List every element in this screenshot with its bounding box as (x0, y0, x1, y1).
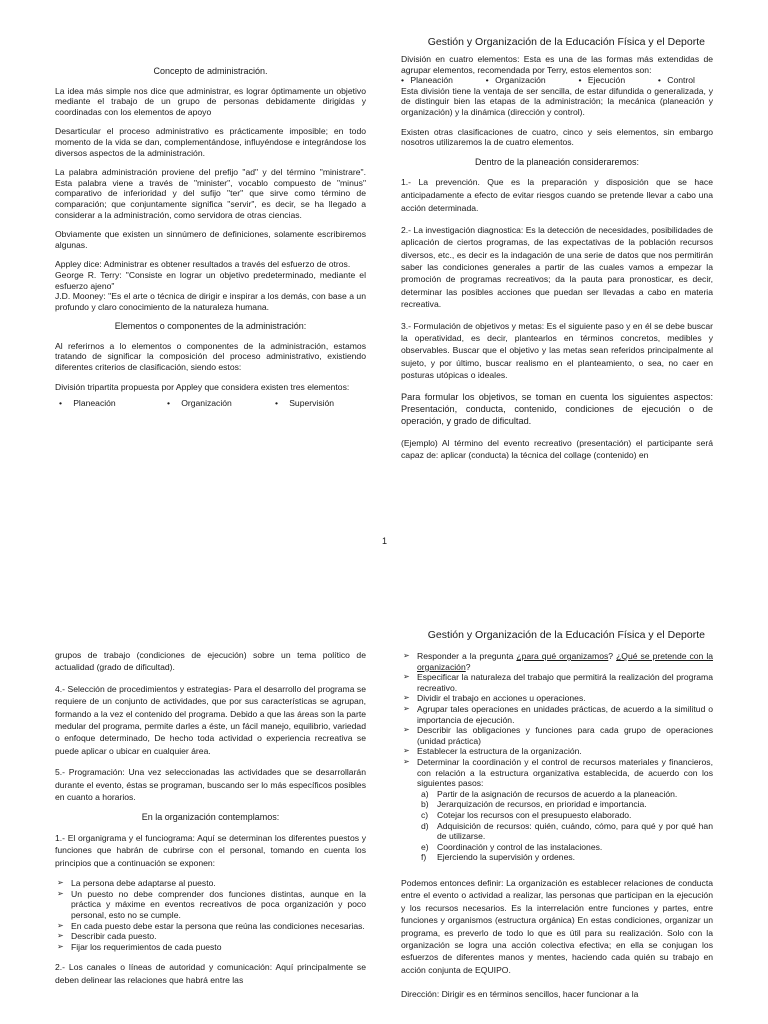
paragraph: La palabra administración proviene del prefijo "ad" y del término "ministrare". Esta palabra viene a través de "minister", vocablo compuesto de "minus" comparativo de inferioridad y del sufijo "ter" que sirve como término de comparación; que conjuntamente significa "servir", es decir, se ha llegado a considerar a la administración, como servidora de otras ciencias. (55, 167, 366, 220)
bullet-item: • Organización (485, 75, 546, 86)
section-subtitle: Elementos o componentes de la administración: (114, 321, 307, 332)
list-item: ➢ Fijar los requerimientos de cada puesto (55, 942, 366, 953)
paragraph: grupos de trabajo (condiciones de ejecución) sobre un tema político de actualidad (grado de dificultad). (55, 650, 366, 673)
section-subtitle: Dentro de la planeación consideraremos: (474, 156, 640, 167)
list-item: ➢ La persona debe adaptarse al puesto. (55, 878, 366, 889)
paragraph: Desarticular el proceso administrativo es prácticamente imposible; en todo momento de la vida se dan, complementándose, influyéndose e integrándose los diversos aspectos de la administración. (55, 126, 366, 158)
paragraph: Esta división tiene la ventaja de ser sencilla, de estar difundida o generalizada, y de distinguir bien las etapas de la administración; la mecánica (planeación y organización) y la dinámica (dirección y control). (401, 85, 713, 117)
list-item: ➢ Responder a la pregunta ¿para qué organizamos? ¿Qué se pretende con la organización? (401, 651, 713, 672)
list-item: ➢ Describir las obligaciones y funciones para cada grupo de operaciones (unidad práctica) (401, 725, 713, 746)
paragraph: 2.- La investigación diagnostica: Es la detección de necesidades, posibilidades de aplicación de ciertos programas, de las expectativas de la población recursos diversos, etc., es decir es la indagación de una serie de datos que nos permitirán saber las condiciones generales a partir de las cuales vamos a empezar la promoción de programas recreativos; da la pauta para pronosticar, es decir, determinar las posibles acciones que puedan ser llevadas a cabo en materia recreativa. (401, 224, 713, 310)
page1-right-column (401, 54, 713, 462)
step-item: a) Partir de la asignación de recursos de acuerdo a la planeación. (421, 788, 678, 799)
paragraph: División tripartita propuesta por Appley que considera existen tres elementos: (55, 381, 350, 392)
step-item: b) Jerarquización de recursos, en prioridad e importancia. (421, 799, 647, 810)
paragraph: 1.- La prevención. Que es la preparación y disposición que se hace anticipadamente a efecto de evitar riesgos cuando se pretende llevar a cabo una acción determinada. (401, 177, 713, 213)
list-item: ➢ Determinar la coordinación y el control de recursos materiales y financieros, con relación a la estructura organizativa establecida, de acuerdo con los siguientes pasos: (401, 757, 713, 789)
paragraph: J.D. Mooney: "Es el arte o técnica de dirigir e inspirar a los demás, con base a un profundo y claro conocimiento de la naturaleza humana. (55, 291, 366, 312)
step-item: c) Cotejar los recursos con el presupuesto elaborado. (421, 809, 632, 820)
bullet-list (55, 878, 366, 952)
bullet-item: • Control (657, 75, 695, 86)
bullet-item: • Ejecución (578, 75, 626, 86)
bullet-item: • Supervisión (275, 398, 335, 409)
paragraph: Para formular los objetivos, se toman en cuenta los siguientes aspectos: Presentación, conducta, contenido, condiciones de ejecución o de operación, y grado de dificultad. (401, 391, 713, 427)
paragraph: Podemos entonces definir: La organización es establecer relaciones de conducta entre el evento o actividad a realizar, las personas que participan en la ejecución y los recursos necesarios. Es la interrelación entre funciones y partes, entre funciones y organismos (estructura orgánica) En estas condiciones, organizar un programa, es preverlo de todo lo que es útil para su realización. Solo con la organización se logra una acción colectiva efectiva; en ella se conjugan los esfuerzos de diferentes manos y mentes, haciendo cada quién su trabajo en acción conjunta de EQUIPO. (401, 877, 713, 975)
paragraph: La idea más simple nos dice que administrar, es lograr óptimamente un objetivo mediante el trabajo de un grupo de personas debidamente dirigidas y coordinadas con los elementos de apoyo (55, 85, 366, 117)
page2-right-column (401, 651, 713, 1001)
list-item: ➢ Dividir el trabajo en acciones u operaciones. (401, 693, 713, 704)
bullet-item: • Planeación (59, 398, 116, 409)
paragraph: George R. Terry: "Consiste en lograr un objetivo predeterminado, mediante el esfuerzo ajeno" (55, 269, 366, 291)
paragraph: 5.- Programación: Una vez seleccionadas las actividades que se desarrollarán durante el evento, éstas se programan, buscando ser lo más específicos posibles en cuanto a horarios. (55, 767, 366, 803)
section-title: Concepto de administración. (153, 66, 268, 76)
step-item: d) Adquisición de recursos: quién, cuándo, cómo, para qué y por qué han de utilizarse. (421, 820, 713, 842)
paragraph: Existen otras clasificaciones de cuatro, cinco y seis elementos, sin embargo nosotros utilizaremos la de cuatro elementos. (401, 126, 713, 148)
paragraph: Obviamente que existen un sinnúmero de definiciones, solamente escribiremos algunas. (55, 229, 366, 250)
bullet-row (401, 75, 713, 86)
paragraph: Dirección: Dirigir es en términos sencillos, hacer funcionar a la (401, 989, 639, 1000)
bullet-row (55, 398, 366, 409)
list-item: ➢ En cada puesto debe estar la persona que reúna las condiciones necesarias. (55, 921, 366, 932)
paragraph: 4.- Selección de procedimientos y estrategias- Para el desarrollo del programa se requiere de un conjunto de actividades, que por sus características se agrupan, formando a la vez el contenido del programa. Debido a que las áreas son la parte medular del programa, permite darles a éste, un fácil manejo, equilibrio, variedad o enfoque determinado, De hecho toda actividad o experiencia recreativa se puede aplicar o ubicar en cualquier área. (55, 683, 366, 756)
page-header: Gestión y Organización de la Educación Física y el Deporte (427, 36, 705, 48)
list-item: ➢ Describir cada puesto. (55, 931, 366, 942)
paragraph: División en cuatro elementos: Esta es una de las formas más extendidas de agrupar elementos, recomendada por Terry, estos elementos son: (401, 54, 713, 75)
section-subtitle: En la organización contemplamos: (141, 812, 280, 823)
page1-left-column (55, 66, 366, 409)
list-item: ➢ Establecer la estructura de la organización. (401, 746, 713, 757)
paragraph: 3.- Formulación de objetivos y metas: Es el siguiente paso y en él se debe buscar la operatividad, es decir, plantearlos en términos concretos, medibles y observables. Buscar que el objetivo y las metas sean referidos principalmente al sujeto, y por último, buscar realismo en el planteamiento, o sea, no caer en posturas utópicas o ideales. (401, 320, 713, 381)
list-item: ➢ Especificar la naturaleza del trabajo que permitirá la realización del programa recreativo. (401, 672, 713, 693)
bullet-item: • Organización (167, 398, 232, 409)
step-item: e) Coordinación y control de las instalaciones. (421, 841, 603, 852)
paragraph: 1.- El organigrama y el funciograma: Aquí se determinan los diferentes puestos y funciones que habrán de cubrirse con el personal, tomando en cuenta los principios que a continuación se exponen: (55, 833, 366, 868)
paragraph: (Ejemplo) Al término del evento recreativo (presentación) el participante será capaz de: aplicar (conducta) la técnica del collage (contenido) en (401, 437, 713, 461)
page-number: 1 (382, 536, 388, 546)
bullet-list (401, 651, 713, 789)
page-break (0, 566, 768, 612)
list-item: ➢ Un puesto no debe comprender dos funciones distintas, aunque en la práctica y máxime en eventos recreativos de poca organización y poco personal, esto no se cumple. (55, 889, 366, 921)
paragraph: Al referirnos a lo elementos o componentes de la administración, estamos tratando de significar la composición del proceso administrativo, existiendo diferentes criterios de clasificación, siendo estos: (55, 340, 366, 373)
step-item: f) Ejerciendo la supervisión y ordenes. (421, 852, 576, 863)
page2-left-column (55, 649, 366, 986)
list-item: ➢ Agrupar tales operaciones en unidades prácticas, de acuerdo a la similitud o importancia de ejecución. (401, 704, 713, 725)
page-header: Gestión y Organización de la Educación Física y el Deporte (427, 629, 705, 641)
step-list (401, 789, 713, 863)
bullet-item: • Planeación (401, 75, 453, 86)
paragraph: 2.- Los canales o líneas de autoridad y comunicación: Aquí principalmente se deben delinear las relaciones que habrá entre las (55, 962, 366, 985)
paragraph: Appley dice: Administrar es obtener resultados a través del esfuerzo de otros. (55, 259, 351, 270)
